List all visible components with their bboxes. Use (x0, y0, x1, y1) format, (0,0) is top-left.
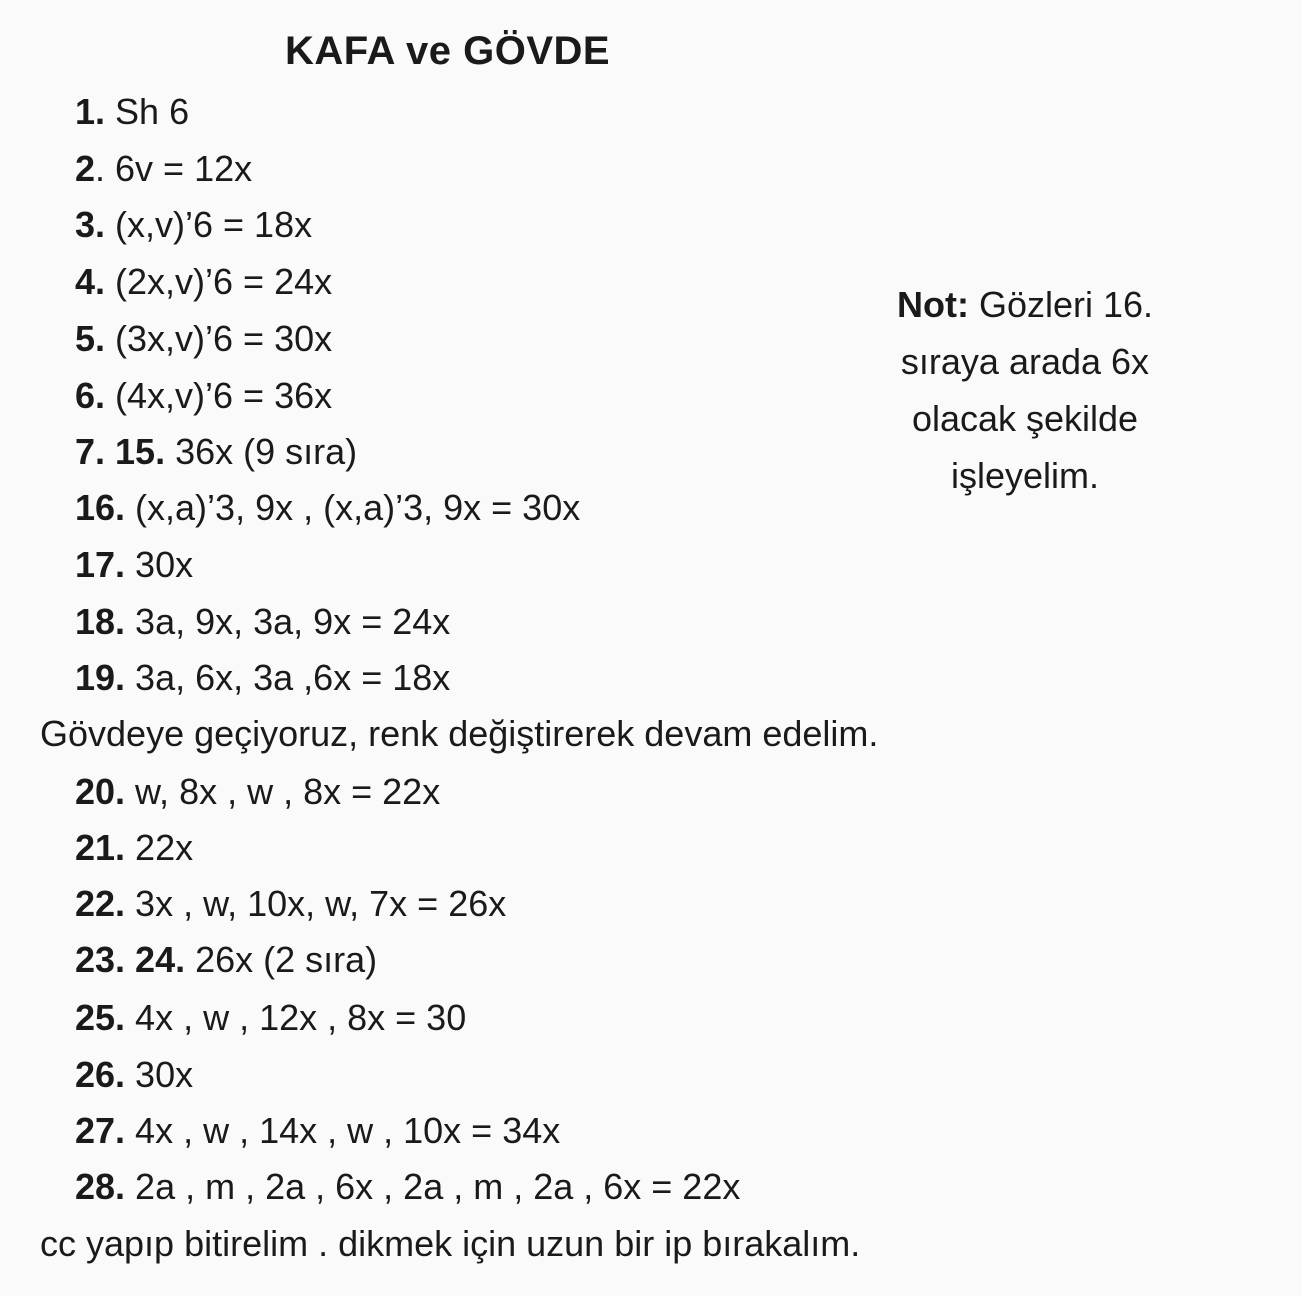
row-number: 16. (75, 487, 126, 528)
pattern-row (75, 656, 450, 700)
row-instruction: 3a, 6x, 3a ,6x = 18x (125, 657, 451, 698)
row-instruction: (2x,v)’6 = 24x (105, 261, 333, 302)
pattern-row (75, 90, 189, 134)
row-instruction: w, 8x , w , 8x = 22x (125, 771, 441, 812)
row-number: 6. (75, 375, 106, 416)
row-number: 7. 15. (75, 431, 166, 472)
row-instruction: 26x (2 sıra) (185, 939, 378, 980)
row-number: 3. (75, 204, 106, 245)
pattern-row (75, 1053, 193, 1097)
side-note-label: Not: (896, 284, 969, 325)
final-note: cc yapıp bitirelim . dikmek için uzun bir ip bırakalım. (40, 1223, 861, 1264)
row-instruction: 3a, 9x, 3a, 9x = 24x (125, 601, 451, 642)
row-instruction: 30x (125, 1054, 194, 1095)
pattern-row (75, 543, 193, 587)
row-instruction: (4x,v)’6 = 36x (105, 375, 333, 416)
row-number: 5. (75, 318, 106, 359)
row-instruction: 3x , w, 10x, w, 7x = 26x (125, 883, 507, 924)
row-number: 18. (75, 601, 126, 642)
row-number: 21. (75, 827, 126, 868)
row-number: 2 (75, 148, 96, 189)
pattern-row (75, 1109, 560, 1153)
row-number: 20. (75, 771, 126, 812)
row-instruction: 2a , m , 2a , 6x , 2a , m , 2a , 6x = 22x (125, 1166, 741, 1207)
side-note-line: sıraya arada 6x (900, 341, 1150, 382)
pattern-row (75, 374, 332, 418)
side-note (860, 276, 1190, 504)
row-instruction: 4x , w , 12x , 8x = 30 (125, 997, 467, 1038)
row-instruction: 4x , w , 14x , w , 10x = 34x (125, 1110, 561, 1151)
pattern-row (75, 486, 580, 530)
pattern-row (75, 317, 332, 361)
row-instruction: (3x,v)’6 = 30x (105, 318, 333, 359)
pattern-row (75, 826, 193, 870)
pattern-row (75, 600, 450, 644)
pattern-row (75, 260, 332, 304)
row-instruction: . 6v = 12x (95, 148, 253, 189)
row-instruction: Sh 6 (105, 91, 190, 132)
pattern-row (75, 996, 466, 1040)
row-number: 4. (75, 261, 106, 302)
side-note-text: Gözleri 16. (968, 284, 1154, 325)
row-instruction: (x,v)’6 = 18x (105, 204, 313, 245)
row-instruction: 30x (125, 544, 194, 585)
row-number: 28. (75, 1166, 126, 1207)
row-number: 17. (75, 544, 126, 585)
row-number: 27. (75, 1110, 126, 1151)
row-instruction: 36x (9 sıra) (165, 431, 358, 472)
pattern-row (75, 203, 312, 247)
pattern-row (75, 147, 252, 191)
pattern-row (75, 430, 357, 474)
pattern-row (75, 770, 440, 814)
row-instruction: 22x (125, 827, 194, 868)
side-note-line: işleyelim. (950, 455, 1100, 496)
row-number: 19. (75, 657, 126, 698)
pattern-row (75, 882, 506, 926)
row-number: 23. 24. (75, 939, 186, 980)
body-change-note: Gövdeye geçiyoruz, renk değiştirerek devam edelim. (40, 713, 879, 754)
pattern-row (75, 938, 377, 982)
row-instruction: (x,a)’3, 9x , (x,a)’3, 9x = 30x (125, 487, 581, 528)
row-number: 26. (75, 1054, 126, 1095)
side-note-line: olacak şekilde (911, 398, 1139, 439)
pattern-row (75, 1165, 740, 1209)
page-title: KAFA ve GÖVDE (285, 29, 611, 73)
row-number: 22. (75, 883, 126, 924)
row-number: 1. (75, 91, 106, 132)
row-number: 25. (75, 997, 126, 1038)
side-note-line (860, 276, 1190, 333)
